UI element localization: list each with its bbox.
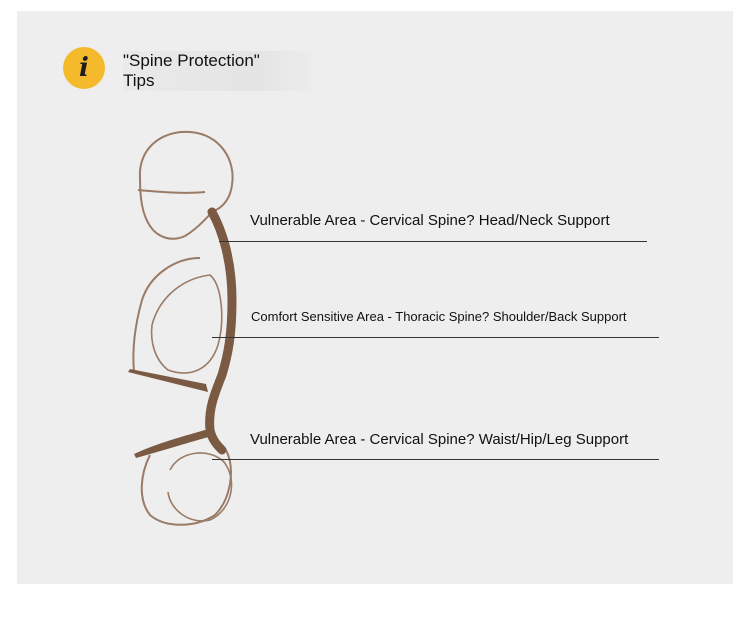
lumbar-label: Vulnerable Area - Cervical Spine? Waist/Hip/Leg Support xyxy=(250,431,629,448)
hip-bar xyxy=(134,430,212,458)
thigh-outline xyxy=(168,453,232,521)
tip-title-line-2: Tips xyxy=(123,71,155,90)
lumbar-rule xyxy=(212,459,659,460)
hip-outline xyxy=(142,450,231,525)
arm-bar xyxy=(128,369,208,392)
face-line xyxy=(138,190,205,193)
tip-title-line-1: "Spine Protection" xyxy=(123,51,260,70)
cervical-rule xyxy=(219,241,647,242)
info-icon-glyph: i xyxy=(79,53,89,83)
thoracic-rule xyxy=(212,337,659,338)
cervical-label: Vulnerable Area - Cervical Spine? Head/Neck Support xyxy=(250,212,610,229)
shoulder-outline xyxy=(152,275,222,373)
thoracic-label: Comfort Sensitive Area - Thoracic Spine? Shoulder/Back Support xyxy=(251,309,627,324)
back-outline xyxy=(133,258,200,372)
